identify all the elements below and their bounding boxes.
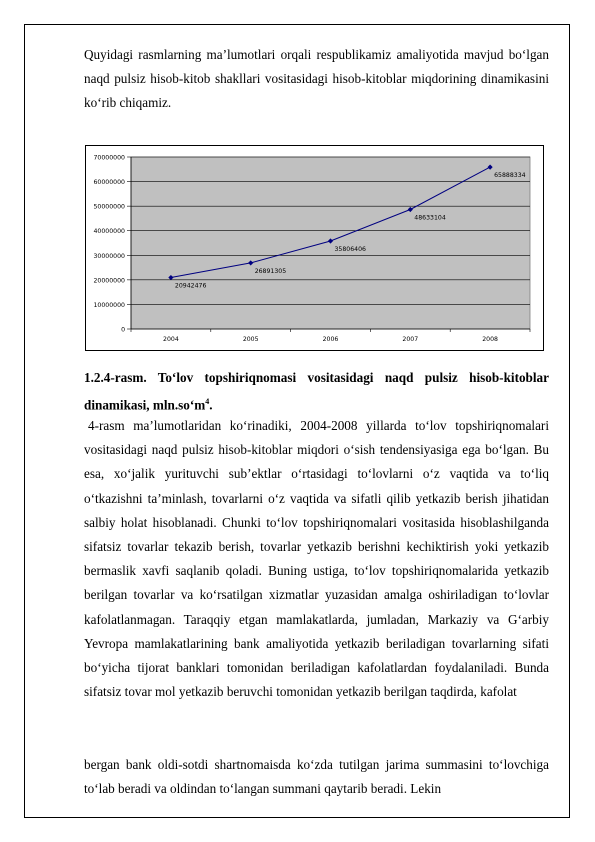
y-tick-label: 60000000 (93, 179, 125, 187)
data-label: 65888334 (494, 172, 526, 180)
figure-caption (84, 366, 549, 418)
y-tick-label: 70000000 (93, 154, 125, 162)
y-tick-label: 10000000 (93, 301, 125, 309)
intro-paragraph: Quyidagi rasmlarning ma’lumotlari orqali respublikamiz amaliyotida mavjud bo‘lgan naqd pulsiz hisob-kitob shakllari vositasidagi hisob-kitoblar miqdorining dinamikasini ko‘rib chiqamiz. (84, 47, 549, 111)
y-tick-label: 40000000 (93, 228, 125, 236)
caption-text: 1.2.4-rasm. To‘lov topshiriqnomasi vositasidagi naqd pulsiz hisob-kitoblar dinamikasi, mln.so‘m (84, 370, 549, 413)
y-tick-label: 20000000 (93, 277, 125, 285)
chart-container (85, 145, 544, 351)
data-label: 20942476 (174, 282, 207, 290)
closing-paragraph: bergan bank oldi-sotdi shartnomaisda ko‘zda tutilgan jarima summasini to‘lovchiga to‘lab beradi va oldindan to‘langan summani qaytarib beradi. Lekin (84, 757, 549, 797)
y-tick-label: 0 (121, 326, 125, 334)
x-tick-label: 2008 (482, 336, 498, 343)
caption-end: . (209, 397, 213, 413)
x-tick-label: 2004 (163, 336, 179, 343)
x-tick-label: 2007 (402, 336, 419, 343)
main-paragraph-text: 4-rasm ma’lumotlaridan ko‘rinadiki, 2004-2008 yillarda to‘lov topshiriqnomalari vositasidagi naqd pulsiz hisob-kitoblar miqdori o‘sish tendensiyasiga ega bo‘lgan. Bu esa, xo‘jalik yurituvchi sub’ektlar o‘rtasidagi to‘lovlarni o‘z vaqtida va to‘liq o‘tkazishni ta’minlash, tovarlarni o‘z vaqtida va sifatli qilib yetkazib berish jihatidan salbiy holat hisoblanadi. Chunki to‘lov topshiriqnomalari vositasida hisoblashilganda sifatsiz tovarlar tekazib berish, tovarlar yetkazib berishni kechiktirish yoki yetkazib bermaslik xavfi saqlanib qoladi. Buning ustiga, to‘lov topshiriqnomalarida yetkazib berilgan tovarlar va ko‘rsatilgan xizmatlar yuzasidan amalga oshiriladigan to‘lovlar kafolatlanmagan. Taraqqiy etgan mamlakatlarda, jumladan, Markaziy va G‘arbiy Yevropa mamlakatlarining bank amaliyotida yetkazib beriladigan tovarlarning sifati bo‘yicha tijorat banklari tomonidan beriladigan kafolatlardan foydalaniladi. Bunda sifatsiz tovar mol yetkazib beruvchi tomonidan yetkazib berilgan taqdirda, kafolat (84, 418, 549, 700)
line-chart (86, 146, 543, 350)
caption-footnote-mark: 4 (205, 397, 210, 407)
y-tick-label: 50000000 (93, 203, 125, 211)
x-tick-label: 2006 (322, 336, 339, 343)
y-tick-label: 30000000 (93, 252, 125, 260)
data-label: 48633104 (414, 214, 446, 222)
data-label: 35806406 (334, 246, 366, 254)
main-paragraph (84, 414, 549, 704)
data-label: 26891305 (254, 267, 287, 275)
x-tick-label: 2005 (242, 336, 259, 343)
